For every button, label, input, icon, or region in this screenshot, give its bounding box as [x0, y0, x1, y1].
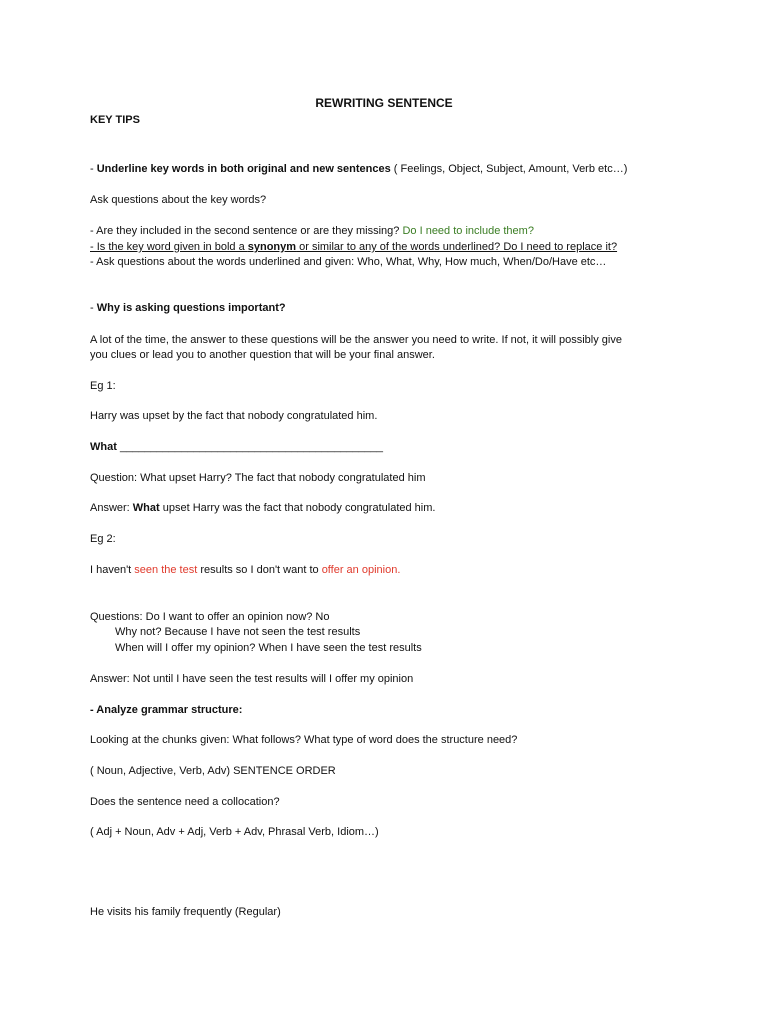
chunks-line: Looking at the chunks given: What follows? What type of word does the structure need?: [90, 734, 518, 746]
eg2-answer: Answer: Not until I have seen the test results will I offer my opinion: [90, 673, 414, 685]
key-tips-heading: KEY TIPS: [90, 114, 140, 126]
question-included: - Are they included in the second sentence or are they missing? Do I need to include them?: [90, 225, 534, 237]
tip-underline-bold: Underline key words in both original and new sentences: [96, 163, 391, 175]
eg2-label: Eg 2:: [90, 533, 116, 545]
tip-underline-key-words: - Underline key words in both original and new sentences ( Feelings, Object, Subject, Amount, Verb etc…): [90, 163, 628, 175]
green-highlight-text: Do I need to include them?: [402, 225, 534, 237]
question-synonym: - Is the key word given in bold a synonym or similar to any of the words underlined? Do I need to replace it?: [90, 241, 618, 253]
tip-why-questions: - Why is asking questions important?: [90, 302, 286, 314]
document-title: REWRITING SENTENCE: [315, 96, 453, 110]
example-frequently: He visits his family frequently (Regular): [90, 906, 281, 918]
word-types-line: ( Noun, Adjective, Verb, Adv) SENTENCE ORDER: [90, 765, 336, 777]
eg2-when-will: When will I offer my opinion? When I have seen the test results: [115, 642, 422, 654]
synonym-bold: synonym: [247, 241, 297, 253]
collocation-question: Does the sentence need a collocation?: [90, 796, 280, 808]
eg1-label: Eg 1:: [90, 380, 116, 392]
red-highlight-seen-test: seen the test: [134, 564, 198, 576]
ask-questions-line: Ask questions about the key words?: [90, 194, 267, 206]
paragraph-line-2: you clues or lead you to another question that will be your final answer.: [90, 349, 435, 361]
collocation-types: ( Adj + Noun, Adv + Adj, Verb + Adv, Phrasal Verb, Idiom…): [90, 826, 379, 838]
eg1-question: Question: What upset Harry? The fact that nobody congratulated him: [90, 472, 426, 484]
eg1-sentence: Harry was upset by the fact that nobody congratulated him.: [90, 410, 378, 422]
eg2-questions: Questions: Do I want to offer an opinion now? No: [90, 611, 330, 623]
eg2-why-not: Why not? Because I have not seen the test results: [115, 626, 361, 638]
eg1-what-blank: What ___________________________________________: [90, 441, 384, 453]
answer-blank: ___________________________________________: [116, 441, 384, 453]
eg2-sentence: I haven't seen the test results so I don't want to offer an opinion.: [90, 564, 401, 576]
tip-analyze-grammar: - Analyze grammar structure:: [90, 704, 243, 716]
red-highlight-offer-opinion: offer an opinion.: [321, 564, 401, 576]
question-ask-words: - Ask questions about the words underlined and given: Who, What, Why, How much, When/Do/Have etc…: [90, 256, 607, 268]
paragraph-line-1: A lot of the time, the answer to these questions will be the answer you need to write. If not, it will possibly give: [90, 334, 622, 346]
eg1-answer: Answer: What upset Harry was the fact that nobody congratulated him.: [90, 502, 436, 514]
